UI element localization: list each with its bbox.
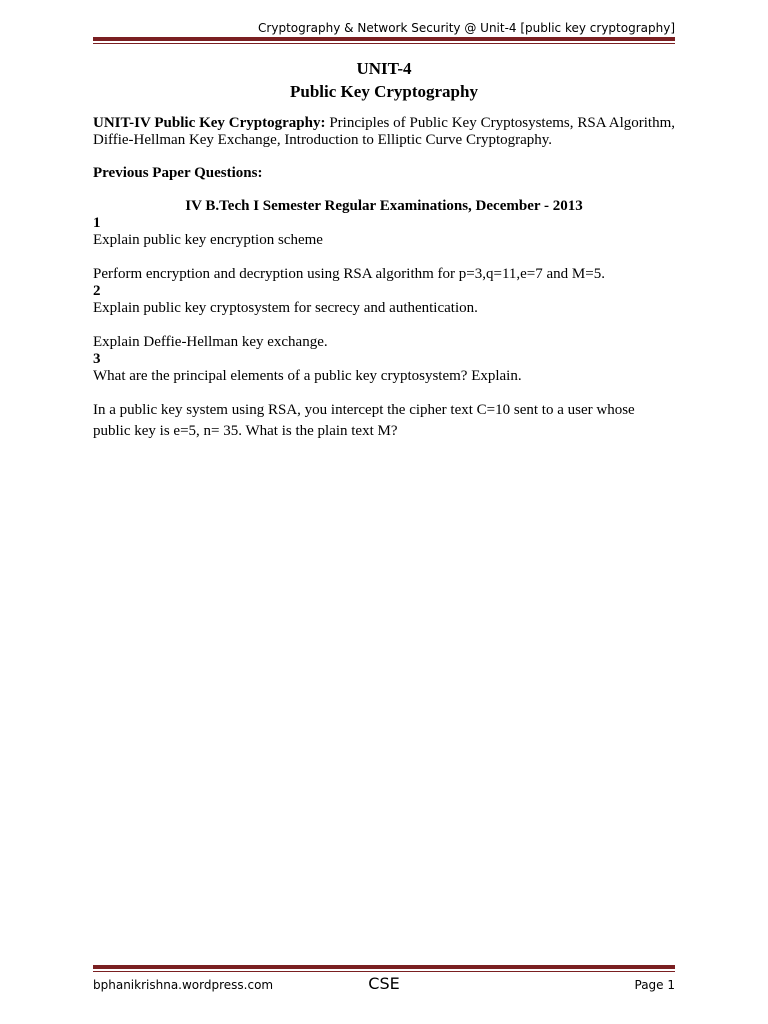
question: Explain Deffie-Hellman key exchange. bbox=[93, 334, 328, 350]
question: In a public key system using RSA, you intercept the cipher text C=10 sent to a user whose public key is e=5, n= 35. What is the plain text M? bbox=[93, 402, 635, 439]
footer-site-link[interactable]: bphanikrishna.wordpress.com bbox=[93, 978, 274, 992]
question-set-number: 1 bbox=[93, 215, 101, 231]
question-set-number: 2 bbox=[93, 283, 101, 299]
exam-title: IV B.Tech I Semester Regular Examinations, December - 2013 bbox=[185, 198, 583, 214]
page-content bbox=[93, 57, 675, 442]
page-number: Page 1 bbox=[634, 978, 675, 992]
syllabus-label: UNIT-IV Public Key Cryptography: bbox=[93, 115, 326, 131]
question: What are the principal elements of a public key cryptosystem? Explain. bbox=[93, 368, 522, 384]
question: Explain public key encryption scheme bbox=[93, 232, 323, 248]
footer-department: CSE bbox=[368, 974, 400, 993]
footer-rule bbox=[93, 965, 675, 972]
question: Explain public key cryptosystem for secrecy and authentication. bbox=[93, 300, 478, 316]
question: Perform encryption and decryption using RSA algorithm for p=3,q=11,e=7 and M=5. bbox=[93, 266, 605, 282]
syllabus-paragraph bbox=[93, 115, 675, 149]
question-set-number: 3 bbox=[93, 351, 101, 367]
page-footer bbox=[93, 974, 675, 996]
previous-papers-heading: Previous Paper Questions: bbox=[93, 165, 263, 181]
syllabus-text: Principles of Public Key Cryptosystems, RSA Algorithm, Diffie-Hellman Key Exchange, Introduction to Elliptic Curve Cryptography. bbox=[93, 115, 675, 148]
unit-number: UNIT-4 bbox=[356, 59, 412, 78]
running-header: Cryptography & Network Security @ Unit-4 [public key cryptography] bbox=[258, 21, 675, 35]
header-rule bbox=[93, 37, 675, 44]
unit-topic: Public Key Cryptography bbox=[290, 82, 478, 101]
